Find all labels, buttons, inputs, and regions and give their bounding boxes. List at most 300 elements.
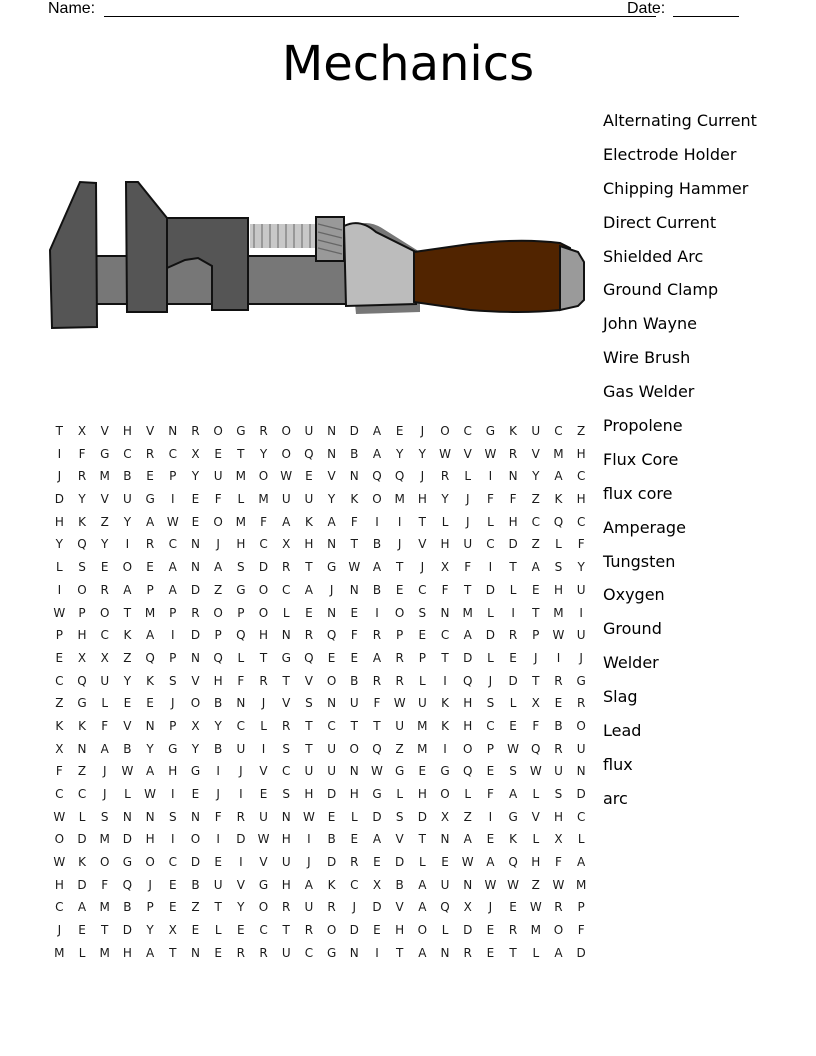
grid-cell: K [123, 628, 132, 643]
grid-cell: H [122, 945, 132, 960]
grid-cell: O [122, 560, 133, 575]
grid-cell: U [281, 492, 291, 507]
grid-cell: R [77, 469, 87, 484]
grid-cell: R [350, 855, 359, 870]
grid-cell: H [417, 492, 427, 507]
grid-cell: S [282, 787, 291, 801]
grid-cell: N [327, 446, 337, 461]
grid-cell: T [305, 741, 313, 756]
grid-cell: G [508, 809, 518, 824]
grid-cell: I [579, 605, 583, 620]
grid-cell: I [397, 514, 402, 529]
grid-cell: E [123, 696, 132, 711]
grid-cell: E [214, 855, 222, 870]
grid-cell: T [305, 560, 313, 575]
grid-cell: R [145, 537, 155, 552]
grid-cell: O [213, 514, 223, 529]
grid-cell: D [122, 832, 133, 847]
grid-cell: L [577, 832, 585, 847]
grid-cell: G [281, 650, 291, 665]
grid-cell: X [440, 560, 450, 575]
grid-cell: V [259, 764, 268, 779]
header [48, 0, 748, 20]
grid-cell: Q [508, 855, 518, 870]
grid-cell: F [55, 764, 63, 779]
grid-cell: J [329, 582, 334, 597]
grid-cell: A [463, 832, 472, 847]
grid-cell: H [77, 628, 87, 643]
grid-cell: Y [237, 900, 245, 915]
grid-cell: E [78, 923, 86, 938]
grid-cell: U [281, 855, 291, 870]
grid-cell: G [440, 764, 450, 779]
grid-cell: I [171, 787, 175, 801]
grid-cell: J [352, 900, 357, 915]
grid-cell: U [259, 809, 268, 824]
grid-cell: N [508, 469, 518, 484]
grid-cell: K [509, 832, 518, 847]
grid-cell: J [57, 469, 62, 484]
grid-cell: X [282, 537, 291, 552]
grid-cell: R [554, 741, 563, 756]
grid-cell: R [259, 945, 268, 960]
grid-cell: L [124, 787, 131, 801]
grid-cell: V [327, 469, 336, 484]
grid-cell: Y [327, 492, 336, 507]
grid-cell: H [553, 809, 563, 824]
grid-cell: Y [532, 469, 540, 484]
grid-cell: Q [304, 650, 314, 665]
grid-cell: M [99, 832, 110, 847]
grid-cell: Y [55, 537, 64, 552]
grid-cell: U [349, 696, 359, 711]
grid-cell: B [372, 582, 382, 597]
grid-cell: C [418, 582, 427, 597]
word-list-item: Propolene [603, 416, 683, 436]
grid-cell: J [307, 855, 311, 870]
grid-cell: I [488, 560, 493, 575]
grid-cell: F [78, 446, 86, 461]
grid-cell: O [190, 696, 201, 711]
grid-cell: E [146, 696, 154, 711]
grid-cell: W [121, 764, 134, 779]
grid-cell: L [396, 787, 403, 801]
grid-cell: Q [236, 628, 246, 643]
grid-cell: E [486, 832, 495, 847]
grid-cell: U [327, 764, 336, 779]
grid-cell: I [171, 492, 175, 507]
grid-cell: U [281, 945, 291, 960]
grid-cell: R [259, 673, 268, 688]
grid-cell: E [373, 923, 381, 938]
grid-cell: R [395, 650, 404, 665]
grid-cell: E [305, 605, 313, 620]
grid-cell: W [507, 877, 520, 892]
grid-cell: H [122, 424, 132, 438]
grid-cell: Y [214, 718, 222, 733]
grid-cell: Y [146, 741, 154, 756]
grid-cell: N [349, 764, 359, 779]
grid-cell: C [168, 446, 177, 461]
grid-cell: A [372, 446, 382, 461]
grid-cell: C [350, 877, 359, 892]
grid-cell: R [236, 809, 246, 824]
grid-cell: A [214, 560, 223, 575]
grid-cell: Q [440, 900, 450, 915]
grid-cell: W [302, 809, 315, 824]
grid-cell: U [327, 741, 336, 756]
grid-cell: O [553, 923, 564, 938]
grid-cell: O [576, 718, 586, 733]
grid-cell: E [350, 605, 359, 620]
word-list-item: Gas Welder [603, 382, 695, 402]
grid-cell: F [577, 537, 585, 552]
grid-cell: W [484, 877, 497, 892]
grid-cell: H [54, 877, 64, 892]
grid-cell: N [190, 650, 200, 665]
grid-cell: B [214, 741, 223, 756]
grid-cell: P [169, 469, 177, 484]
grid-cell: N [576, 764, 586, 779]
grid-cell: T [214, 900, 222, 915]
wrench-fixed-jaw [50, 182, 97, 328]
grid-cell: G [122, 855, 133, 870]
grid-cell: G [326, 560, 337, 575]
grid-cell: Q [304, 446, 314, 461]
grid-cell: B [372, 537, 382, 552]
grid-cell: Q [462, 764, 473, 779]
grid-cell: E [214, 945, 222, 960]
grid-cell: R [236, 945, 246, 960]
grid-cell: V [259, 855, 268, 870]
grid-cell: T [55, 424, 64, 438]
grid-cell: E [395, 424, 404, 438]
grid-cell: W [280, 469, 293, 484]
grid-cell: H [145, 832, 155, 847]
grid-cell: N [440, 945, 450, 960]
grid-cell: L [282, 605, 290, 620]
grid-cell: D [508, 537, 518, 552]
grid-cell: B [350, 673, 359, 688]
grid-cell: M [99, 469, 110, 484]
grid-cell: I [125, 537, 130, 552]
grid-cell: E [327, 650, 336, 665]
grid-cell: V [100, 492, 109, 507]
grid-cell: F [350, 514, 358, 529]
grid-cell: J [239, 764, 243, 779]
grid-cell: W [53, 605, 66, 620]
grid-cell: Y [577, 560, 585, 575]
grid-cell: G [77, 696, 87, 711]
grid-cell: K [55, 718, 64, 733]
grid-cell: H [553, 582, 563, 597]
grid-cell: O [54, 832, 65, 847]
grid-cell: A [145, 945, 155, 960]
grid-cell: C [236, 718, 246, 733]
grid-cell: I [57, 582, 62, 597]
pipe-wrench-icon [40, 170, 600, 340]
grid-cell: A [372, 424, 382, 438]
grid-cell: D [349, 923, 359, 938]
grid-cell: S [486, 696, 495, 711]
grid-cell: D [190, 628, 201, 643]
grid-cell: T [418, 832, 427, 847]
grid-cell: F [237, 673, 245, 688]
grid-cell: U [440, 877, 450, 892]
grid-cell: M [553, 446, 564, 461]
grid-cell: K [146, 673, 155, 688]
grid-cell: E [486, 945, 495, 960]
grid-cell: A [77, 900, 87, 915]
wrench-nut [316, 217, 344, 261]
grid-cell: V [304, 673, 314, 688]
grid-cell: Z [531, 492, 540, 507]
grid-cell: A [372, 560, 382, 575]
grid-cell: F [214, 809, 222, 824]
grid-cell: H [54, 514, 64, 529]
grid-cell: R [372, 628, 382, 643]
grid-cell: I [375, 605, 379, 620]
grid-cell: D [372, 900, 382, 915]
grid-cell: F [101, 877, 109, 892]
grid-cell: Y [123, 514, 132, 529]
word-list-item: Wire Brush [603, 348, 691, 368]
grid-cell: D [326, 787, 337, 801]
grid-cell: P [169, 718, 177, 733]
grid-cell: D [77, 832, 87, 847]
grid-cell: F [464, 560, 472, 575]
grid-cell: L [532, 945, 540, 960]
grid-cell: T [305, 718, 313, 733]
word-list-item: Ground Clamp [603, 280, 719, 300]
grid-cell: H [440, 537, 450, 552]
grid-cell: E [259, 787, 268, 801]
grid-cell: X [372, 877, 382, 892]
grid-cell: U [236, 741, 246, 756]
word-list-item: Amperage [603, 517, 686, 537]
grid-cell: W [552, 877, 565, 892]
grid-cell: F [509, 492, 517, 507]
grid-cell: E [350, 650, 359, 665]
letter-grid [48, 420, 593, 965]
grid-cell: J [420, 469, 425, 484]
grid-cell: P [169, 605, 177, 620]
grid-cell: C [327, 718, 336, 733]
grid-cell: E [146, 469, 154, 484]
grid-cell: A [145, 764, 155, 779]
word-list-item: Welder [603, 653, 659, 673]
grid-cell: P [78, 605, 86, 620]
grid-cell: E [418, 628, 427, 643]
grid-cell: G [190, 764, 201, 779]
grid-cell: W [552, 628, 565, 643]
grid-cell: U [304, 764, 314, 779]
grid-cell: A [463, 628, 472, 643]
grid-cell: I [261, 741, 266, 756]
grid-cell: W [529, 764, 542, 779]
grid-cell: V [236, 877, 245, 892]
grid-cell: Q [372, 741, 382, 756]
grid-cell: M [417, 741, 428, 756]
grid-cell: Q [462, 673, 473, 688]
grid-cell: A [372, 832, 382, 847]
word-list-item: John Wayne [603, 314, 697, 334]
grid-cell: M [530, 923, 541, 938]
grid-cell: Z [214, 582, 223, 597]
grid-cell: O [326, 923, 337, 938]
grid-cell: C [463, 424, 472, 438]
grid-cell: N [349, 469, 359, 484]
grid-cell: L [487, 514, 494, 529]
grid-cell: X [440, 809, 450, 824]
grid-cell: B [395, 877, 404, 892]
grid-cell: V [531, 446, 540, 461]
grid-cell: E [554, 696, 563, 711]
grid-cell: J [102, 787, 107, 801]
grid-cell: P [214, 628, 222, 643]
grid-cell: N [349, 582, 359, 597]
grid-cell: Z [191, 900, 200, 915]
grid-cell: E [146, 560, 154, 575]
grid-cell: N [349, 945, 359, 960]
grid-cell: E [509, 650, 517, 665]
grid-cell: M [54, 945, 65, 960]
grid-cell: D [576, 787, 586, 801]
grid-cell: O [394, 605, 405, 620]
grid-cell: Z [395, 741, 404, 756]
grid-cell: A [554, 945, 563, 960]
grid-cell: O [77, 582, 87, 597]
word-list [603, 109, 803, 821]
grid-cell: Q [213, 650, 223, 665]
grid-cell: C [100, 628, 109, 643]
grid-cell: C [55, 673, 64, 688]
grid-cell: K [78, 855, 86, 870]
grid-cell: D [463, 923, 473, 938]
grid-cell: G [236, 424, 246, 438]
name-line [104, 16, 656, 17]
grid-cell: W [166, 514, 179, 529]
grid-cell: Y [78, 492, 86, 507]
grid-cell: T [282, 673, 290, 688]
grid-cell: K [350, 492, 359, 507]
grid-cell: U [213, 877, 223, 892]
word-list-item: Direct Current [603, 212, 717, 232]
grid-cell: Q [77, 537, 87, 552]
grid-cell: N [122, 809, 132, 824]
wrench-neck [344, 223, 416, 306]
wrench-handle [414, 241, 570, 312]
grid-cell: I [375, 945, 379, 960]
grid-cell: M [99, 900, 110, 915]
grid-cell: R [576, 696, 586, 711]
page-title: Mechanics [281, 36, 535, 92]
grid-cell: B [123, 469, 132, 484]
grid-cell: Q [326, 628, 337, 643]
grid-cell: S [554, 560, 563, 575]
grid-cell: E [55, 650, 64, 665]
grid-cell: E [191, 514, 200, 529]
grid-cell: L [509, 696, 517, 711]
grid-cell: G [326, 945, 337, 960]
grid-cell: J [171, 696, 175, 711]
grid-cell: P [418, 650, 426, 665]
grid-cell: O [440, 424, 450, 438]
grid-cell: I [375, 514, 379, 529]
grid-cell: P [396, 628, 404, 643]
word-list-item: Ground [603, 619, 662, 639]
grid-cell: N [168, 424, 178, 438]
grid-cell: R [191, 424, 200, 438]
grid-cell: Q [394, 469, 405, 484]
grid-cell: O [258, 605, 269, 620]
grid-cell: N [77, 741, 87, 756]
grid-cell: K [509, 424, 518, 438]
grid-cell: U [304, 900, 314, 915]
grid-cell: M [235, 469, 247, 484]
grid-cell: D [485, 628, 496, 643]
grid-cell: T [532, 673, 540, 688]
grid-cell: T [237, 446, 245, 461]
grid-cell: R [282, 900, 291, 915]
grid-cell: E [191, 492, 200, 507]
grid-cell: T [350, 718, 358, 733]
grid-cell: C [77, 787, 87, 801]
grid-cell: B [554, 718, 563, 733]
grid-cell: Q [372, 469, 382, 484]
grid-cell: X [168, 923, 177, 938]
grid-cell: C [168, 855, 177, 870]
grid-cell: F [101, 718, 109, 733]
grid-cell: M [417, 718, 428, 733]
grid-cell: P [532, 628, 540, 643]
grid-cell: H [576, 492, 586, 507]
grid-cell: S [168, 673, 177, 688]
grid-cell: J [148, 877, 152, 892]
grid-cell: N [327, 537, 337, 552]
grid-cell: R [304, 628, 314, 643]
grid-cell: U [395, 718, 405, 733]
grid-cell: R [463, 945, 472, 960]
grid-cell: W [484, 446, 497, 461]
grid-cell: Q [531, 741, 541, 756]
grid-cell: S [237, 560, 245, 575]
grid-cell: X [55, 741, 64, 756]
grid-cell: Y [418, 446, 427, 461]
grid-cell: A [145, 628, 155, 643]
grid-cell: P [146, 582, 154, 597]
grid-cell: A [304, 582, 314, 597]
grid-cell: R [554, 673, 563, 688]
grid-cell: H [168, 764, 178, 779]
grid-cell: U [576, 628, 586, 643]
grid-cell: A [418, 945, 427, 960]
date-line [673, 16, 739, 17]
grid-cell: W [393, 696, 406, 711]
grid-cell: P [55, 628, 63, 643]
grid-cell: F [214, 492, 222, 507]
grid-cell: W [529, 900, 542, 915]
grid-cell: H [281, 877, 291, 892]
grid-cell: N [327, 605, 337, 620]
grid-cell: T [259, 650, 268, 665]
grid-cell: L [78, 809, 86, 824]
grid-cell: I [239, 787, 243, 801]
grid-cell: X [463, 900, 472, 915]
grid-cell: H [213, 673, 223, 688]
grid-cell: V [531, 809, 540, 824]
grid-cell: H [259, 628, 269, 643]
